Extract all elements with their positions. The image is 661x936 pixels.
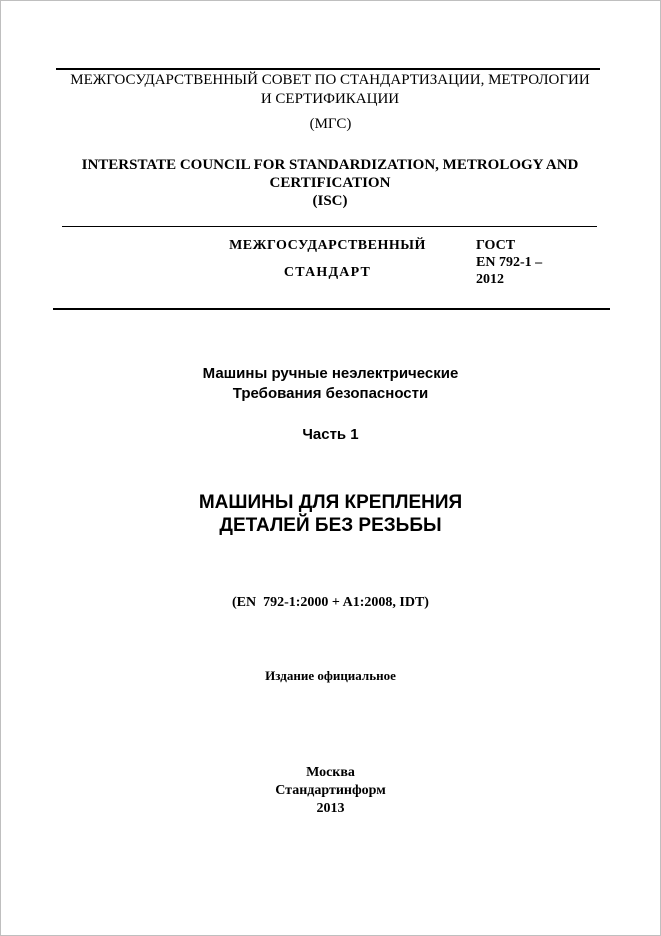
middle-rule: [62, 226, 597, 227]
imprint-year: 2013: [316, 801, 345, 816]
part-label: Часть 1: [302, 426, 359, 443]
council-en-line2: CERTIFICATION: [269, 175, 391, 191]
council-en-line1: INTERSTATE COUNCIL FOR STANDARDIZATION, METROLOGY AND: [81, 157, 579, 173]
bottom-rule: [53, 308, 610, 310]
council-ru-line1: МЕЖГОСУДАРСТВЕННЫЙ СОВЕТ ПО СТАНДАРТИЗАЦИИ, МЕТРОЛОГИИ: [70, 72, 590, 88]
imprint-city: Москва: [306, 765, 355, 780]
title-line1: МАШИНЫ ДЛЯ КРЕПЛЕНИЯ: [198, 492, 463, 513]
council-ru-line2: И СЕРТИФИКАЦИИ: [260, 91, 400, 107]
gost-code-line3: 2012: [476, 272, 504, 287]
standard-label-line1: МЕЖГОСУДАРСТВЕННЫЙ: [229, 238, 426, 253]
council-abbr-ru: (МГС): [309, 116, 352, 132]
gost-code-line2: EN 792-1 –: [476, 255, 543, 270]
gost-code-line1: ГОСТ: [476, 238, 516, 253]
imprint: [0, 764, 661, 818]
subtitle-line2: Требования безопасности: [232, 385, 429, 402]
document-title: [0, 491, 661, 537]
top-rule: [56, 68, 600, 70]
equivalence-note: (EN 792-1:2000 + A1:2008, IDT): [232, 595, 429, 610]
council-en-abbr: (ISC): [312, 193, 348, 209]
edition-label: Издание официальное: [265, 668, 396, 683]
council-name-en: [40, 156, 620, 210]
title-line2: ДЕТАЛЕЙ БЕЗ РЕЗЬБЫ: [219, 515, 442, 536]
subtitle-line1: Машины ручные неэлектрические: [202, 365, 459, 382]
document-subtitle: [0, 364, 661, 404]
imprint-publisher: Стандартинформ: [275, 783, 386, 798]
council-name-ru: [40, 71, 620, 109]
gost-code: [476, 237, 586, 288]
standard-label-line2: СТАНДАРТ: [283, 265, 372, 280]
